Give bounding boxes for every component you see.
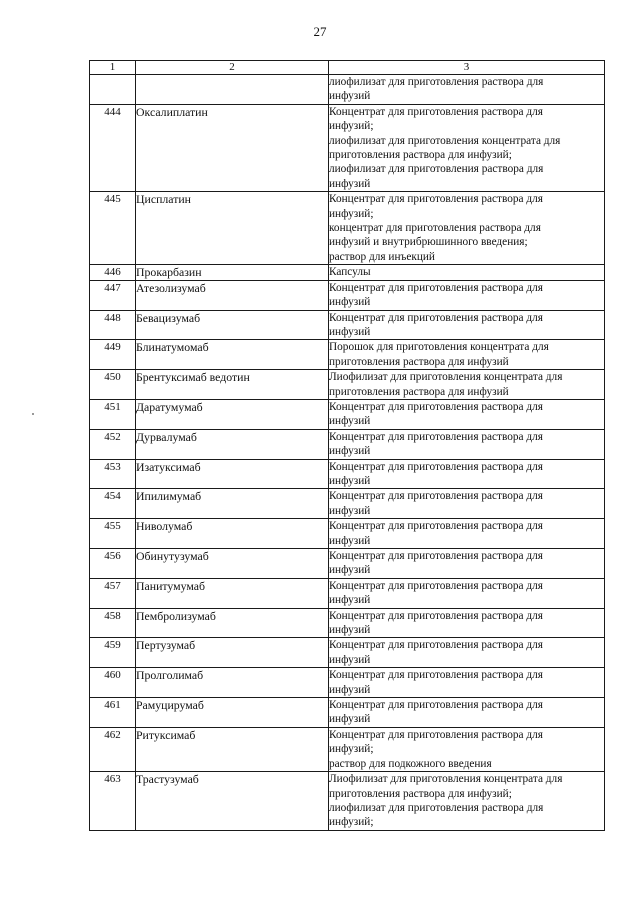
dosage-form-line: Концентрат для приготовления раствора для [329, 669, 543, 682]
dosage-form-line: Лиофилизат для приготовления концентрата для [329, 773, 563, 786]
dosage-form-line: инфузий [329, 624, 371, 637]
drug-name: Атезолизумаб [136, 280, 329, 310]
dosage-form-line: инфузий; [329, 816, 374, 829]
dosage-form-line: инфузий [329, 90, 371, 103]
dosage-form-line: лиофилизат для приготовления раствора для [329, 801, 544, 814]
row-number: 450 [90, 370, 136, 400]
dosage-form-line: инфузий; [329, 120, 374, 133]
table-row [90, 668, 605, 698]
row-number: 449 [90, 340, 136, 370]
table-row [90, 519, 605, 549]
row-number: 457 [90, 578, 136, 608]
dosage-form [329, 399, 605, 429]
dosage-form-line: приготовления раствора для инфузий [329, 355, 509, 368]
drug-name: Изатуксимаб [136, 459, 329, 489]
dosage-form [329, 429, 605, 459]
dosage-form-line: Концентрат для приготовления раствора для [329, 281, 543, 294]
row-number: 446 [90, 265, 136, 280]
dosage-form-line: инфузий [329, 564, 371, 577]
drug-name: Бевацизумаб [136, 310, 329, 340]
dosage-form-line: Капсулы [329, 266, 371, 279]
table-row [90, 399, 605, 429]
dosage-form-line: лиофилизат для приготовления раствора для [329, 163, 544, 176]
page-number: 27 [313, 24, 327, 39]
dosage-form-line: Лиофилизат для приготовления концентрата для [329, 371, 563, 384]
dosage-form-line: Порошок для приготовления концентрата для [329, 341, 549, 354]
table-row [90, 192, 605, 265]
row-number: 445 [90, 192, 136, 265]
dosage-form [329, 459, 605, 489]
dosage-form-line: Концентрат для приготовления раствора для [329, 639, 543, 652]
dosage-form-line: инфузий [329, 504, 371, 517]
dosage-form [329, 340, 605, 370]
dosage-form-line: Концентрат для приготовления раствора для [329, 311, 543, 324]
dosage-form-line: Концентрат для приготовления раствора для [329, 400, 543, 413]
table-row [90, 265, 605, 280]
margin-mark [32, 413, 34, 415]
dosage-form-line: инфузий и внутрибрюшинного введения; [329, 236, 528, 249]
table-row [90, 698, 605, 728]
dosage-form [329, 668, 605, 698]
dosage-form-line: Концентрат для приготовления раствора для [329, 699, 543, 712]
dosage-form-line: инфузий [329, 594, 371, 607]
dosage-form-line: Концентрат для приготовления раствора для [329, 460, 543, 473]
table-row [90, 280, 605, 310]
dosage-form [329, 608, 605, 638]
dosage-form-line: раствор для подкожного введения [329, 757, 492, 770]
drug-name: Блинатумомаб [136, 340, 329, 370]
drug-name: Трастузумаб [136, 772, 329, 831]
dosage-form [329, 75, 605, 105]
row-number: 461 [90, 698, 136, 728]
table-row [90, 608, 605, 638]
table-row [90, 104, 605, 191]
row-number: 451 [90, 399, 136, 429]
drug-name: Ипилимумаб [136, 489, 329, 519]
row-number: 444 [90, 104, 136, 191]
row-number: 447 [90, 280, 136, 310]
header-col-3: 3 [329, 61, 605, 75]
row-number: 454 [90, 489, 136, 519]
dosage-form-line: приготовления раствора для инфузий [329, 385, 509, 398]
dosage-form-line: инфузий [329, 415, 371, 428]
table-row [90, 340, 605, 370]
dosage-form [329, 370, 605, 400]
dosage-form [329, 265, 605, 280]
row-number: 463 [90, 772, 136, 831]
dosage-form-line: Концентрат для приготовления раствора для [329, 728, 543, 741]
row-number: 452 [90, 429, 136, 459]
dosage-form [329, 310, 605, 340]
dosage-form [329, 549, 605, 579]
dosage-form [329, 772, 605, 831]
header-col-1: 1 [90, 61, 136, 75]
drug-name: Рамуцирумаб [136, 698, 329, 728]
row-number: 459 [90, 638, 136, 668]
dosage-form-line: Концентрат для приготовления раствора для [329, 490, 543, 503]
drug-name: Брентуксимаб ведотин [136, 370, 329, 400]
dosage-form-line: Концентрат для приготовления раствора для [329, 193, 543, 206]
drug-name: Прокарбазин [136, 265, 329, 280]
table-row [90, 459, 605, 489]
dosage-form-line: приготовления раствора для инфузий; [329, 149, 512, 162]
dosage-form-line: инфузий [329, 713, 371, 726]
dosage-form-line: лиофилизат для приготовления концентрата для [329, 134, 561, 147]
table-row [90, 772, 605, 831]
dosage-form-line: Концентрат для приготовления раствора для [329, 609, 543, 622]
drug-name: Пертузумаб [136, 638, 329, 668]
dosage-form-line: инфузий [329, 325, 371, 338]
drug-name: Панитумумаб [136, 578, 329, 608]
dosage-form-line: Концентрат для приготовления раствора для [329, 430, 543, 443]
dosage-form [329, 519, 605, 549]
dosage-form-line: концентрат для приготовления раствора для [329, 222, 541, 235]
dosage-form-line: Концентрат для приготовления раствора для [329, 550, 543, 562]
drug-name: Цисплатин [136, 192, 329, 265]
drug-name: Ритуксимаб [136, 727, 329, 771]
row-number: 455 [90, 519, 136, 549]
row-number: 453 [90, 459, 136, 489]
dosage-form-line: инфузий [329, 177, 371, 190]
dosage-form [329, 104, 605, 191]
drug-name: Дурвалумаб [136, 429, 329, 459]
row-number: 460 [90, 668, 136, 698]
row-number: 458 [90, 608, 136, 638]
drug-name: Пембролизумаб [136, 608, 329, 638]
drug-name: Оксалиплатин [136, 104, 329, 191]
dosage-form [329, 638, 605, 668]
drug-name: Обинутузумаб [136, 549, 329, 579]
row-number: 456 [90, 549, 136, 579]
table-row [90, 429, 605, 459]
dosage-form [329, 698, 605, 728]
drug-name [136, 75, 329, 105]
dosage-form-line: Концентрат для приготовления раствора для [329, 105, 543, 118]
row-number: 448 [90, 310, 136, 340]
table-row [90, 727, 605, 771]
dosage-form-line: инфузий [329, 653, 371, 666]
dosage-form-line: инфузий [329, 445, 371, 458]
dosage-form-line: инфузий [329, 534, 371, 547]
table-row [90, 549, 605, 579]
dosage-form [329, 192, 605, 265]
row-number: 462 [90, 727, 136, 771]
dosage-form-line: инфузий; [329, 743, 374, 756]
table-row [90, 489, 605, 519]
dosage-form-line: приготовления раствора для инфузий; [329, 787, 512, 800]
header-row [90, 61, 605, 75]
row-number [90, 75, 136, 105]
dosage-form-line: раствор для инъекций [329, 250, 435, 263]
table-row [90, 75, 605, 105]
table-row [90, 310, 605, 340]
header-col-2: 2 [136, 61, 329, 75]
dosage-form-line: инфузий; [329, 207, 374, 220]
table-row [90, 638, 605, 668]
drug-name: Пролголимаб [136, 668, 329, 698]
table-row [90, 578, 605, 608]
drug-name: Даратумумаб [136, 399, 329, 429]
dosage-form-line: инфузий [329, 683, 371, 696]
drug-name: Ниволумаб [136, 519, 329, 549]
dosage-form-line: лиофилизат для приготовления раствора для [329, 76, 544, 88]
dosage-form [329, 489, 605, 519]
dosage-form-line: Концентрат для приготовления раствора для [329, 579, 543, 592]
dosage-form-line: инфузий [329, 474, 371, 487]
dosage-form-line: Концентрат для приготовления раствора для [329, 520, 543, 533]
dosage-form [329, 727, 605, 771]
medication-table [89, 60, 605, 831]
dosage-form [329, 578, 605, 608]
dosage-form-line: инфузий [329, 296, 371, 309]
dosage-form [329, 280, 605, 310]
table-row [90, 370, 605, 400]
